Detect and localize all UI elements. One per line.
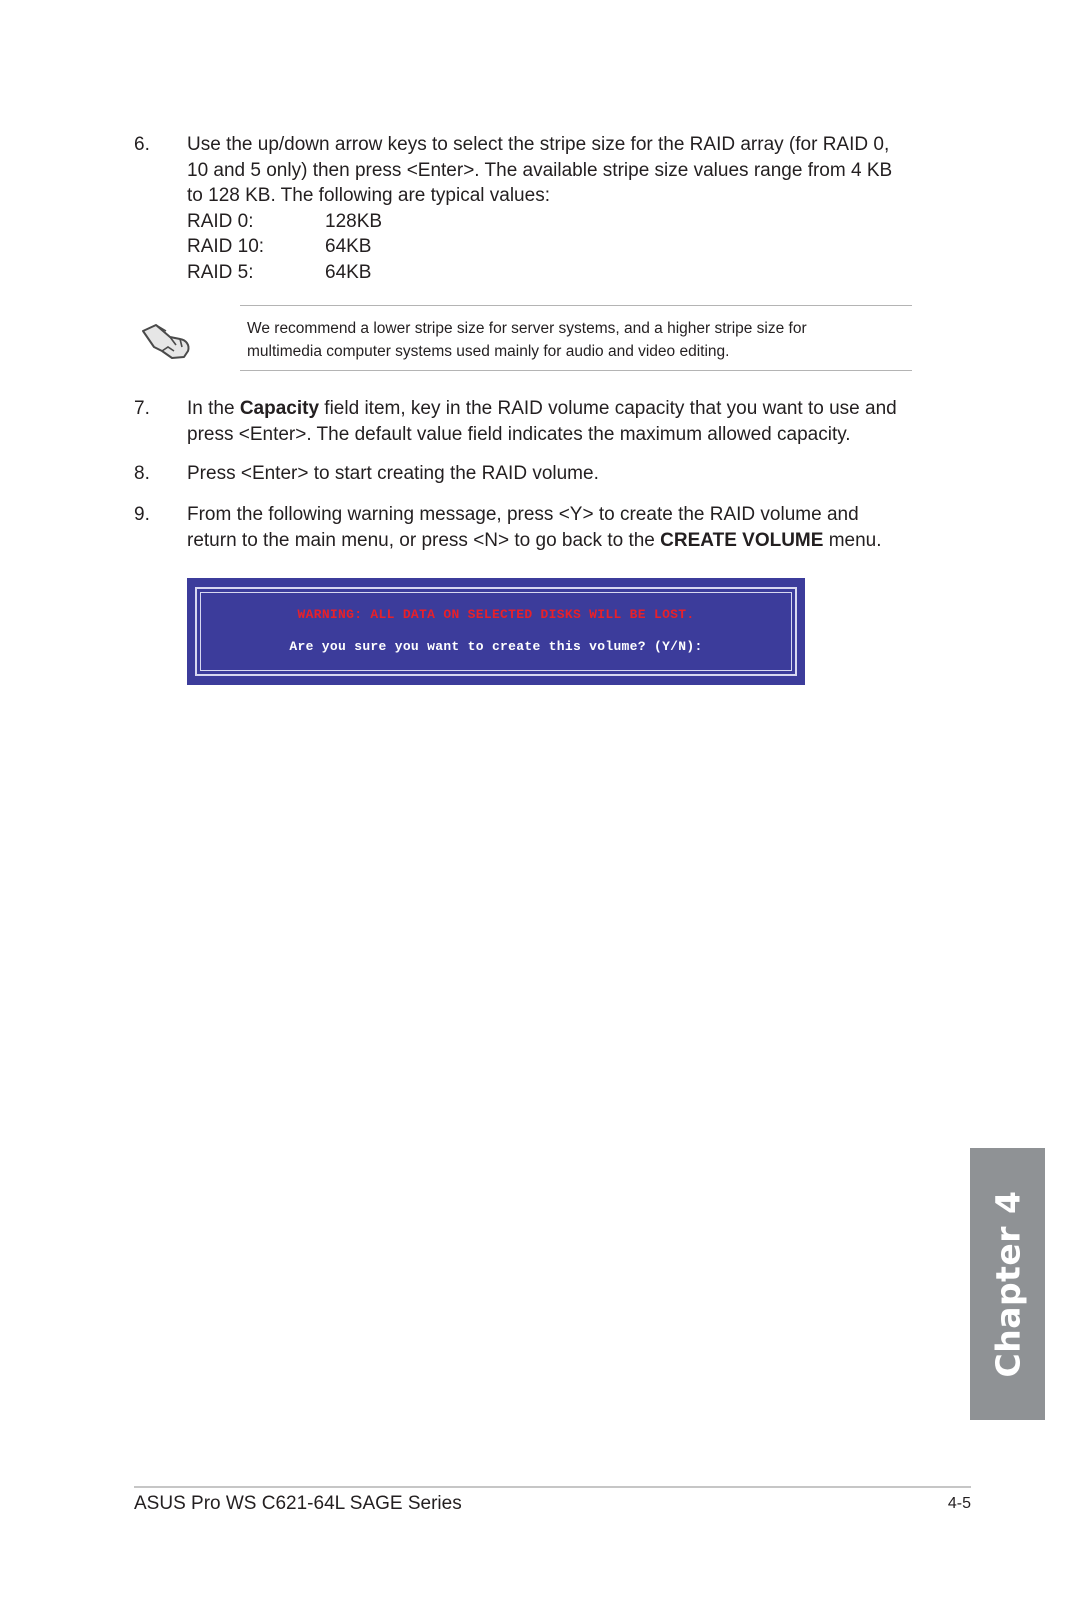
step-number: 6. xyxy=(134,134,150,155)
capacity-term: Capacity xyxy=(239,398,320,419)
hand-note-icon xyxy=(140,317,194,361)
step-text-line: In the Capacity field item, key in the RAID volume capacity that you want to use and xyxy=(187,398,897,419)
step-9 xyxy=(134,502,914,553)
stripe-size-table xyxy=(187,209,914,286)
chapter-tab xyxy=(970,1148,1045,1420)
data-loss-warning: WARNING: ALL DATA ON SELECTED DISKS WILL BE LOST. xyxy=(297,607,695,622)
raid-level: RAID 10: xyxy=(187,236,265,257)
stripe-size-row xyxy=(187,209,914,235)
step-text-line: From the following warning message, press <Y> to create the RAID volume and xyxy=(187,504,859,525)
note-text-line: We recommend a lower stripe size for server systems, and a higher stripe size for xyxy=(247,320,807,337)
footer-rule xyxy=(134,1486,971,1488)
step-8 xyxy=(134,461,914,487)
footer-product-name: ASUS Pro WS C621-64L SAGE Series xyxy=(134,1493,462,1514)
raid-warning-dialog xyxy=(187,578,805,685)
step-text-line: return to the main menu, or press <N> to go back to the CREATE VOLUME menu. xyxy=(187,529,882,551)
step-text-line: Use the up/down arrow keys to select the stripe size for the RAID array (for RAID 0, xyxy=(187,134,890,155)
dialog-frame xyxy=(195,587,797,676)
step-text-line: press <Enter>. The default value field indicates the maximum allowed capacity. xyxy=(187,423,851,445)
chapter-label: Chapter 4 xyxy=(988,1190,1027,1378)
stripe-size-row xyxy=(187,260,914,286)
step-text-line: Press <Enter> to start creating the RAID volume. xyxy=(187,463,599,484)
stripe-size: 64KB xyxy=(325,236,372,257)
create-volume-prompt: Are you sure you want to create this volume? (Y/N): xyxy=(289,639,703,654)
note-top-rule xyxy=(240,305,912,306)
step-text-line: to 128 KB. The following are typical values: xyxy=(187,185,550,206)
stripe-size-row xyxy=(187,234,914,260)
note-box xyxy=(140,305,912,371)
stripe-size: 128KB xyxy=(325,210,383,232)
raid-level: RAID 0: xyxy=(187,210,254,232)
raid-level: RAID 5: xyxy=(187,261,254,283)
note-bottom-rule xyxy=(240,370,912,371)
create-volume-term: CREATE VOLUME xyxy=(660,529,824,551)
dialog-inner-frame xyxy=(200,592,792,671)
step-number: 8. xyxy=(134,463,150,484)
step-number: 7. xyxy=(134,398,150,419)
stripe-size: 64KB xyxy=(325,261,372,283)
step-7 xyxy=(134,396,914,447)
page-number: 4-5 xyxy=(947,1495,971,1512)
note-text-line: multimedia computer systems used mainly for audio and video editing. xyxy=(247,343,730,360)
step-6 xyxy=(134,132,914,285)
step-text-line: 10 and 5 only) then press <Enter>. The available stripe size values range from 4 KB xyxy=(187,159,893,181)
step-number: 9. xyxy=(134,504,150,525)
